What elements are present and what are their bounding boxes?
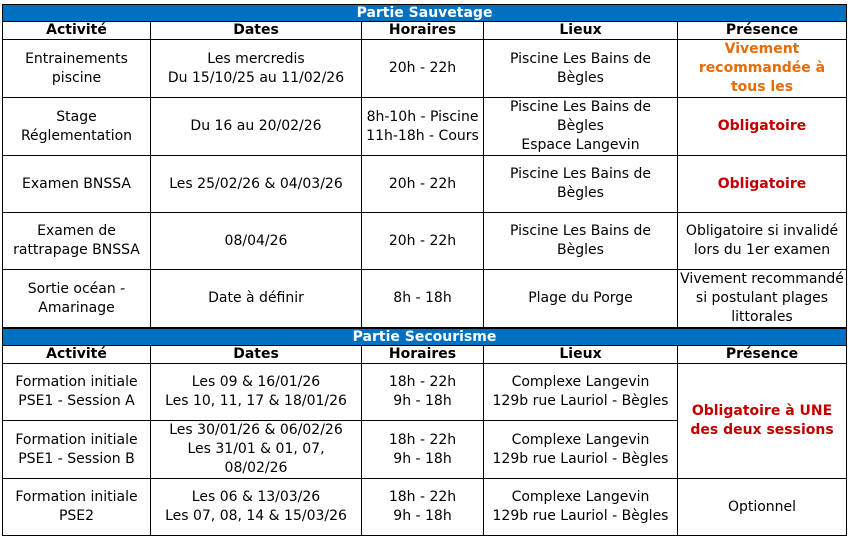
col-header-presence: Présence: [678, 346, 847, 364]
table-row: [3, 364, 847, 421]
col-header-lieux: Lieux: [484, 346, 678, 364]
cell-horaires: 8h - 18h: [362, 270, 484, 329]
cell-presence: Vivement recommandée à tous les: [678, 40, 847, 98]
cell-horaires: 20h - 22h: [362, 213, 484, 270]
cell-dates: Date à définir: [151, 270, 362, 329]
cell-lieux: Complexe Langevin 129b rue Lauriol - Bègles: [484, 479, 678, 536]
cell-lieux: Plage du Porge: [484, 270, 678, 329]
cell-dates: Du 16 au 20/02/26: [151, 98, 362, 156]
cell-activite: Entrainements piscine: [3, 40, 151, 98]
cell-presence: Optionnel: [678, 479, 847, 536]
cell-horaires: 18h - 22h 9h - 18h: [362, 364, 484, 421]
cell-activite: Examen BNSSA: [3, 156, 151, 213]
table-row: [3, 156, 847, 213]
cell-horaires: 20h - 22h: [362, 40, 484, 98]
section-band-sauvetage: [3, 5, 847, 22]
cell-presence: Obligatoire si invalidé lors du 1er examen: [678, 213, 847, 270]
col-header-horaires: Horaires: [362, 346, 484, 364]
section-band-secourisme: [3, 328, 847, 346]
col-header-presence: Présence: [678, 22, 847, 40]
cell-dates: Les 25/02/26 & 04/03/26: [151, 156, 362, 213]
cell-lieux: Complexe Langevin 129b rue Lauriol - Bègles: [484, 364, 678, 421]
cell-lieux: Complexe Langevin 129b rue Lauriol - Bègles: [484, 421, 678, 479]
cell-activite: Examen de rattrapage BNSSA: [3, 213, 151, 270]
cell-presence: Obligatoire: [678, 156, 847, 213]
cell-presence-pse1: Obligatoire à UNE des deux sessions: [678, 364, 847, 479]
cell-lieux: Piscine Les Bains de Bègles: [484, 213, 678, 270]
table-row: [3, 40, 847, 98]
table-row: [3, 479, 847, 536]
header-row: [3, 346, 847, 364]
cell-lieux: Piscine Les Bains de Bègles: [484, 40, 678, 98]
cell-dates: 08/04/26: [151, 213, 362, 270]
table-row: [3, 270, 847, 329]
planning-table: [2, 4, 847, 536]
cell-activite: Sortie océan - Amarinage: [3, 270, 151, 329]
col-header-activite: Activité: [3, 22, 151, 40]
cell-activite: Formation initiale PSE1 - Session B: [3, 421, 151, 479]
cell-dates: Les 06 & 13/03/26 Les 07, 08, 14 & 15/03/26: [151, 479, 362, 536]
cell-presence: Obligatoire: [678, 98, 847, 156]
cell-lieux: Piscine Les Bains de Bègles: [484, 156, 678, 213]
col-header-horaires: Horaires: [362, 22, 484, 40]
cell-activite: Stage Réglementation: [3, 98, 151, 156]
col-header-lieux: Lieux: [484, 22, 678, 40]
section-title: Partie Sauvetage: [3, 5, 847, 22]
cell-presence: Vivement recommandé si postulant plages littorales: [678, 270, 847, 329]
col-header-activite: Activité: [3, 346, 151, 364]
cell-dates: Les 30/01/26 & 06/02/26 Les 31/01 & 01, 07, 08/02/26: [151, 421, 362, 479]
col-header-dates: Dates: [151, 22, 362, 40]
cell-activite: Formation initiale PSE1 - Session A: [3, 364, 151, 421]
cell-dates: Les mercredis Du 15/10/25 au 11/02/26: [151, 40, 362, 98]
section-title: Partie Secourisme: [3, 328, 847, 346]
cell-activite: Formation initiale PSE2: [3, 479, 151, 536]
cell-horaires: 8h-10h - Piscine 11h-18h - Cours: [362, 98, 484, 156]
cell-horaires: 20h - 22h: [362, 156, 484, 213]
cell-dates: Les 09 & 16/01/26 Les 10, 11, 17 & 18/01/26: [151, 364, 362, 421]
cell-horaires: 18h - 22h 9h - 18h: [362, 479, 484, 536]
cell-horaires: 18h - 22h 9h - 18h: [362, 421, 484, 479]
col-header-dates: Dates: [151, 346, 362, 364]
table-row: [3, 98, 847, 156]
cell-lieux: Piscine Les Bains de Bègles Espace Langevin: [484, 98, 678, 156]
header-row: [3, 22, 847, 40]
table-row: [3, 213, 847, 270]
